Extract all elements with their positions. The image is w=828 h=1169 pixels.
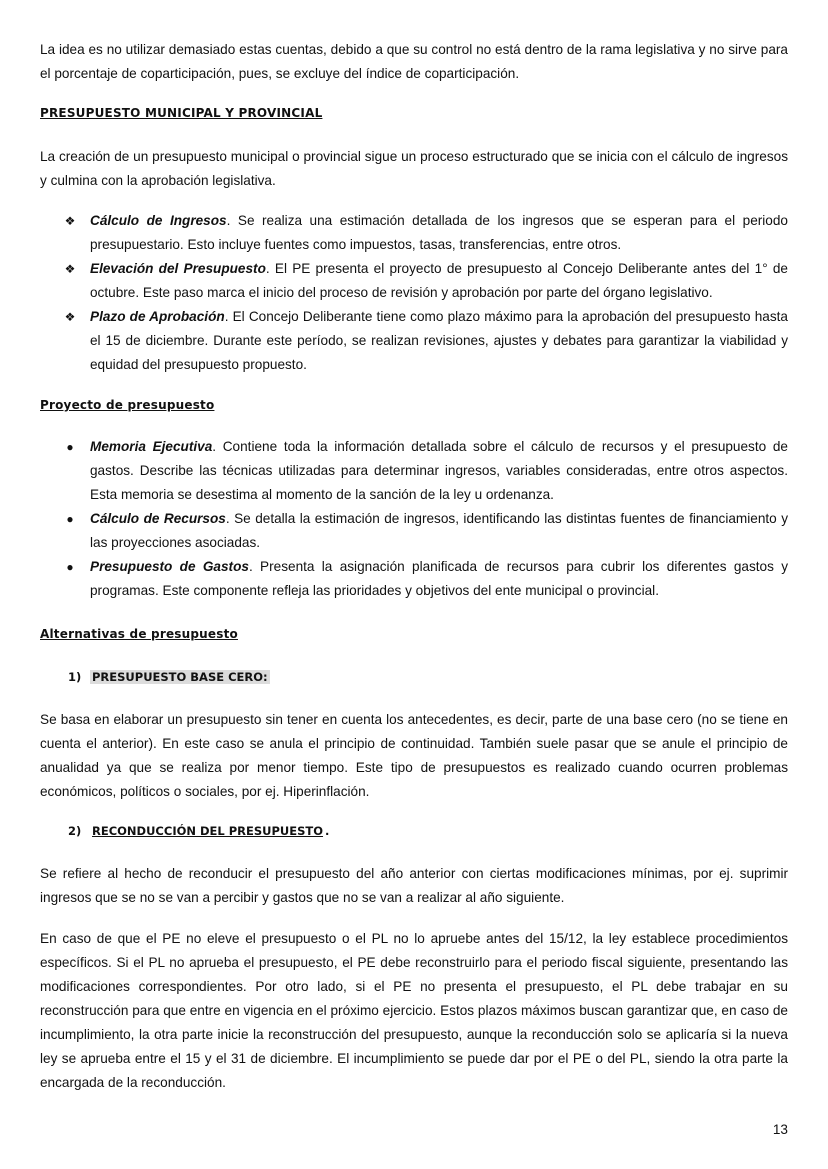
list-item: [60, 555, 788, 603]
list-item-text: . El PE presenta el proyecto de presupuesto al Concejo Deliberante antes del 1° de octubre. Este paso marca el inicio del proceso de revisión y aprobación por parte del órgano legislativo.: [90, 261, 788, 300]
heading-alternativas-presupuesto: Alternativas de presupuesto: [40, 627, 238, 641]
intro-paragraph: La idea es no utilizar demasiado estas cuentas, debido a que su control no está dentro de la rama legislativa y no sirve para el porcentaje de coparticipación, pues, se excluye del índice de coparticipación.: [40, 42, 788, 81]
disc-bullet-icon: ●: [66, 560, 74, 574]
section1-list: [60, 209, 788, 377]
heading-proyecto-presupuesto: Proyecto de presupuesto: [40, 398, 215, 412]
diamond-dots-icon: ❖: [64, 214, 76, 228]
list-item-term: Cálculo de Ingresos: [90, 213, 227, 228]
subheading-label: RECONDUCCIÓN DEL PRESUPUESTO: [92, 824, 324, 838]
subheading-number: 1): [68, 670, 82, 684]
list-item: [60, 507, 788, 555]
heading-presupuesto-municipal: PRESUPUESTO MUNICIPAL Y PROVINCIAL: [40, 106, 323, 120]
list-item-term: Memoria Ejecutiva: [90, 439, 213, 454]
list-item-text: . Se realiza una estimación detallada de los ingresos que se esperan para el periodo presupuestario. Esto incluye fuentes como impuestos, tasas, transferencias, entre otros.: [90, 213, 788, 252]
section2-list: [60, 435, 788, 603]
list-item-term: Presupuesto de Gastos: [90, 559, 249, 574]
list-item: [60, 435, 788, 507]
reconduccion-paragraph-1: Se refiere al hecho de reconducir el presupuesto del año anterior con ciertas modificaciones mínimas, por ej. suprimir ingresos que se no se van a percibir y gastos que no se van a realizar al año siguiente.: [40, 866, 788, 905]
disc-bullet-icon: ●: [66, 512, 74, 526]
base-cero-paragraph: Se basa en elaborar un presupuesto sin tener en cuenta los antecedentes, es decir, parte de una base cero (no se tiene en cuenta el anterior). En este caso se anula el principio de continuidad. También suele pasar que se anule el principio de anualidad ya que se realiza por menor tiempo. Este tipo de presupuestos es realizado cuando ocurren problemas económicos, políticos o sociales, por ej. Hiperinflación.: [40, 712, 788, 799]
list-item: [60, 305, 788, 377]
subheading-base-cero: [68, 668, 270, 686]
subheading-reconduccion: [68, 822, 329, 840]
reconduccion-paragraph-2: En caso de que el PE no eleve el presupuesto o el PL no lo apruebe antes del 15/12, la ley establece procedimientos específicos. Si el PL no aprueba el presupuesto, el PE debe reconstruirlo para el periodo fiscal siguiente, presentando las modificaciones correspondientes. Por otro lado, si el PE no presenta el presupuesto, el PL debe trabajar en su reconstrucción para que entre en vigencia en el próximo ejercicio. Estos plazos máximos buscan garantizar que, en caso de incumplimiento, la otra parte inicie la reconstrucción del presupuesto, aunque la reconducción solo se aplicaría si la nueva ley se aprueba entre el 15 y el 31 de diciembre. El incumplimiento se puede dar por el PE o del PL, siendo la otra parte la encargada de la reconducción.: [40, 931, 788, 1090]
list-item-text: . Presenta la asignación planificada de recursos para cubrir los diferentes gastos y programas. Este componente refleja las prioridades y objetivos del ente municipal o provincial.: [90, 559, 788, 598]
subheading-number: 2): [68, 824, 82, 838]
list-item-text: . Contiene toda la información detallada sobre el cálculo de recursos y el presupuesto de gastos. Describe las técnicas utilizadas para determinar ingresos, variables consideradas, entre otros aspectos. Esta memoria se desestima al momento de la sanción de la ley u ordenanza.: [90, 439, 788, 502]
list-item-text: . El Concejo Deliberante tiene como plazo máximo para la aprobación del presupuesto hasta el 15 de diciembre. Durante este período, se realizan revisiones, ajustes y debates para garantizar la viabilidad y equidad del presupuesto propuesto.: [90, 309, 788, 372]
list-item-term: Elevación del Presupuesto: [90, 261, 266, 276]
list-item-text: . Se detalla la estimación de ingresos, identificando las distintas fuentes de financiamiento y las proyecciones asociadas.: [90, 511, 788, 550]
diamond-dots-icon: ❖: [64, 310, 76, 324]
subheading-label: PRESUPUESTO BASE CERO:: [92, 670, 268, 684]
diamond-dots-icon: ❖: [64, 262, 76, 276]
list-item: [60, 209, 788, 257]
list-item-term: Plazo de Aprobación: [90, 309, 225, 324]
list-item-term: Cálculo de Recursos: [90, 511, 226, 526]
page-number: 13: [772, 1122, 788, 1137]
disc-bullet-icon: ●: [66, 440, 74, 454]
section1-paragraph: La creación de un presupuesto municipal o provincial sigue un proceso estructurado que se inicia con el cálculo de ingresos y culmina con la aprobación legislativa.: [40, 149, 788, 188]
subheading-suffix: .: [325, 824, 330, 838]
list-item: [60, 257, 788, 305]
